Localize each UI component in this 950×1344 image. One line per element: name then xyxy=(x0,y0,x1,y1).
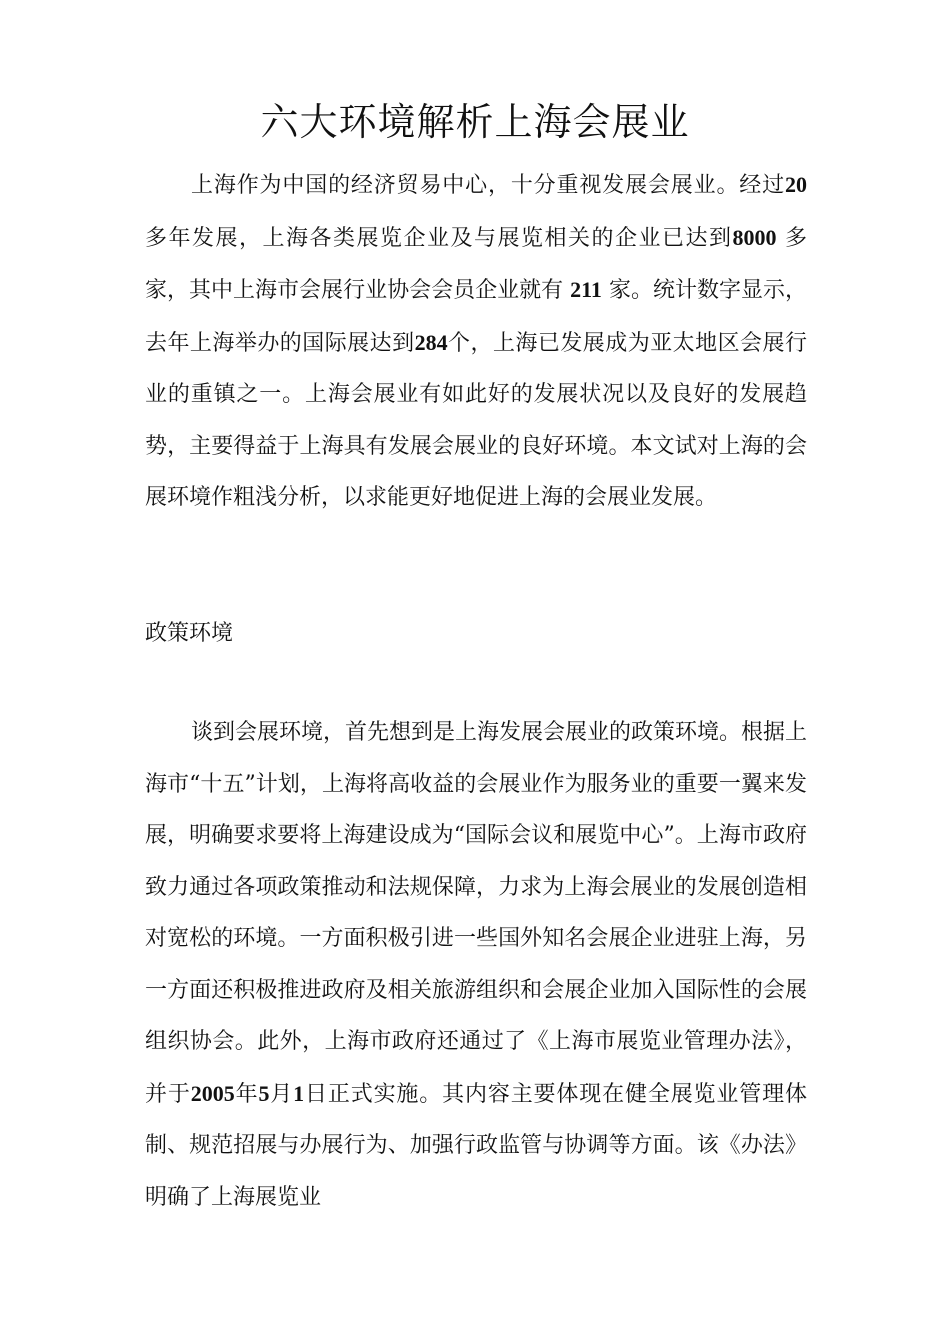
policy-number-day: 1 xyxy=(293,1080,305,1106)
intro-text-1: 上海作为中国的经济贸易中心，十分重视发展会展业。经过 xyxy=(191,173,785,198)
policy-paragraph xyxy=(145,707,807,1223)
intro-number-companies: 8000 xyxy=(732,224,777,250)
policy-text-1: 谈到会展环境，首先想到是上海发展会展业的政策环境。根据上海市“十五”计划，上海将高收益的会展业作为服务业的重要一翼来发展，明确要求要将上海建设成为“国际会议和展览中心”。上海市政府致力通过各项政策推动和法规保障，力求为上海会展业的发展创造相对宽松的环境。一方面积极引进一些国外知名会展企业进驻上海，另一方面还积极推进政府及相关旅游组织和会展企业加入国际性的会展组织协会。此外，上海市政府还通过了《上海市展览业管理办法》，并于 xyxy=(145,720,808,1107)
policy-text-4: 日正式实施。其内容主要体现在健全展览业管理体制、规范招展与办展行为、加强行政监管与协调等方面。该《办法》明确了上海展览业 xyxy=(145,1081,807,1210)
document-title: 六大环境解析上海会展业 xyxy=(260,100,690,144)
policy-text-2: 年 xyxy=(234,1081,259,1107)
intro-number-exhibitions: 284 xyxy=(414,329,448,355)
policy-number-year: 2005 xyxy=(190,1080,235,1106)
intro-number-years: 20 xyxy=(785,172,807,197)
policy-number-month: 5 xyxy=(258,1080,270,1106)
intro-number-members: 211 xyxy=(570,277,602,302)
intro-paragraph xyxy=(145,159,807,524)
intro-text-5: 个，上海已发展成为亚太地区会展行业的重镇之一。上海会展业有如此好的发展状况以及良好的发展趋势，主要得益于上海具有发展会展业的良好环境。本文试对上海的会展环境作粗浅分析，以求能更好地促进上海的会展业发展。 xyxy=(145,330,807,510)
policy-text-3: 月 xyxy=(269,1081,294,1107)
section-heading-policy: 政策环境 xyxy=(145,621,234,646)
intro-text-4: 家。统计数字显示，去年上海举办的国际展达到 xyxy=(145,278,807,356)
intro-text-2: 多年发展，上海各类展览企业及与展览相关的企业已达到 xyxy=(145,225,733,251)
intro-text-3: 多家，其中上海市会展行业协会会员企业就有 xyxy=(145,225,807,303)
